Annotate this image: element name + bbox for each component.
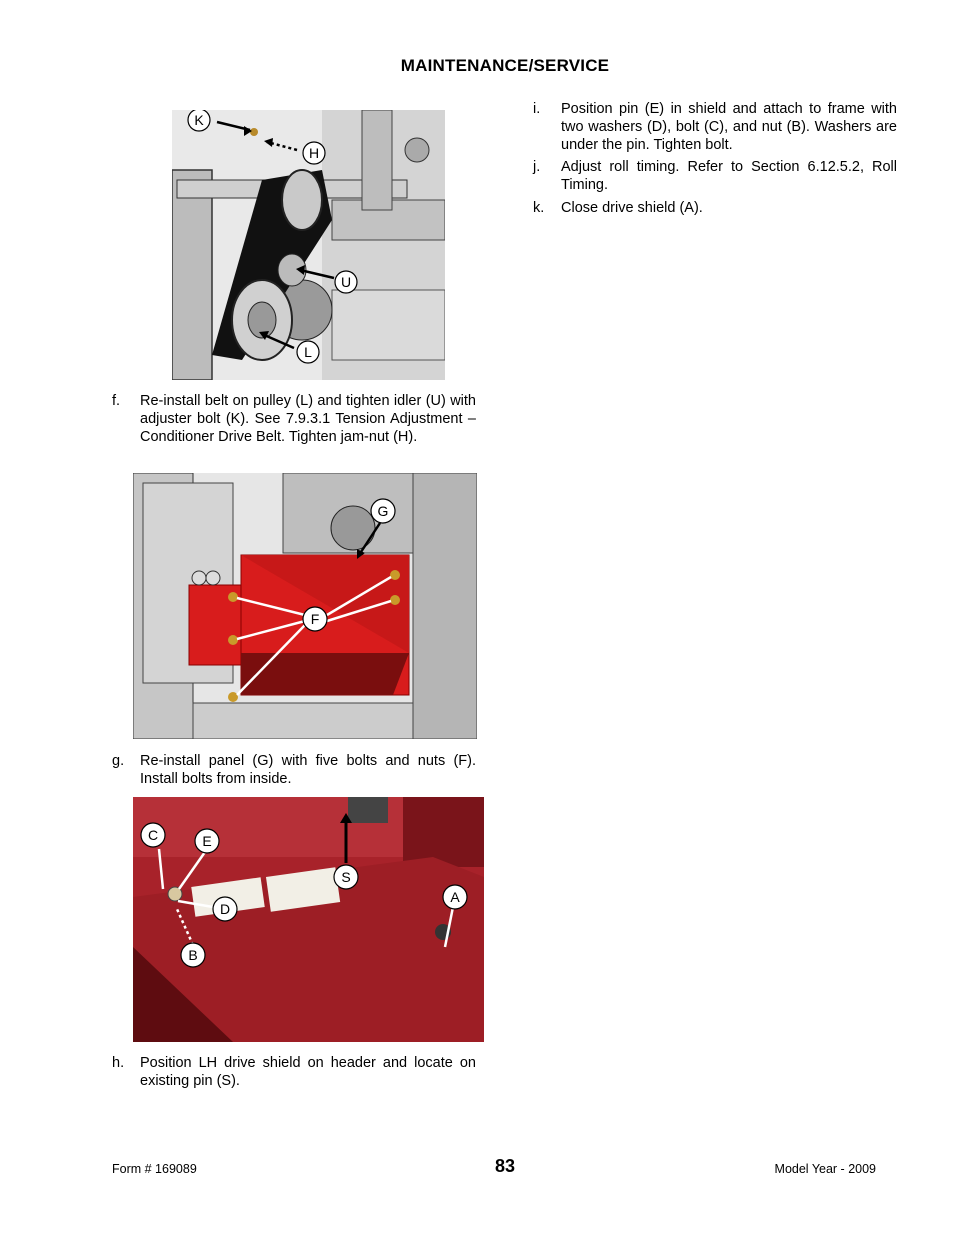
panel-illustration xyxy=(133,473,477,739)
callout-g: G xyxy=(377,503,389,519)
callout-l: L xyxy=(304,344,312,360)
footer-model-year: Model Year - 2009 xyxy=(774,1162,876,1176)
callout-c: C xyxy=(147,827,159,843)
callout-a: A xyxy=(450,889,460,905)
belt-drive-illustration xyxy=(172,110,445,380)
step-h-text: Position LH drive shield on header and locate on existing pin (S). xyxy=(140,1055,476,1089)
callout-f: F xyxy=(310,611,320,627)
figure-belt-drive xyxy=(172,110,445,380)
page-number: 83 xyxy=(494,1156,516,1176)
callout-b: B xyxy=(188,947,198,963)
step-f-letter: f. xyxy=(112,393,121,409)
callout-h: H xyxy=(308,145,320,161)
step-f xyxy=(112,392,476,446)
step-g xyxy=(112,752,476,788)
callout-e: E xyxy=(202,833,212,849)
step-g-letter: g. xyxy=(112,753,125,769)
step-g-text: Re-install panel (G) with five bolts and nuts (F). Install bolts from inside. xyxy=(140,753,476,787)
step-k-letter: k. xyxy=(533,200,545,216)
step-j-letter: j. xyxy=(533,159,541,175)
figure-drive-shield xyxy=(133,797,484,1042)
step-f-text: Re-install belt on pulley (L) and tighten idler (U) with adjuster bolt (K). See 7.9.3.1 Tension Adjustment – Conditioner Drive Belt. Tighten jam-nut (H). xyxy=(140,393,476,445)
page-title: MAINTENANCE/SERVICE xyxy=(400,56,610,75)
step-h xyxy=(112,1054,476,1090)
callout-u: U xyxy=(340,274,352,290)
figure-panel xyxy=(133,473,477,739)
step-k xyxy=(533,199,897,217)
callout-d: D xyxy=(219,901,231,917)
step-k-text: Close drive shield (A). xyxy=(561,200,703,216)
step-h-letter: h. xyxy=(112,1055,125,1071)
step-i-letter: i. xyxy=(533,101,541,117)
callout-s: S xyxy=(341,869,351,885)
step-i-text: Position pin (E) in shield and attach to frame with two washers (D), bolt (C), and nut (B). Washers are under the pin. Tighten bolt. xyxy=(561,101,897,153)
step-j xyxy=(533,158,897,194)
callout-k: K xyxy=(194,112,204,128)
step-j-text: Adjust roll timing. Refer to Section 6.12.5.2, Roll Timing. xyxy=(561,159,897,193)
step-i xyxy=(533,100,897,154)
drive-shield-photo xyxy=(133,797,484,1042)
footer-form-number: Form # 169089 xyxy=(112,1162,197,1176)
